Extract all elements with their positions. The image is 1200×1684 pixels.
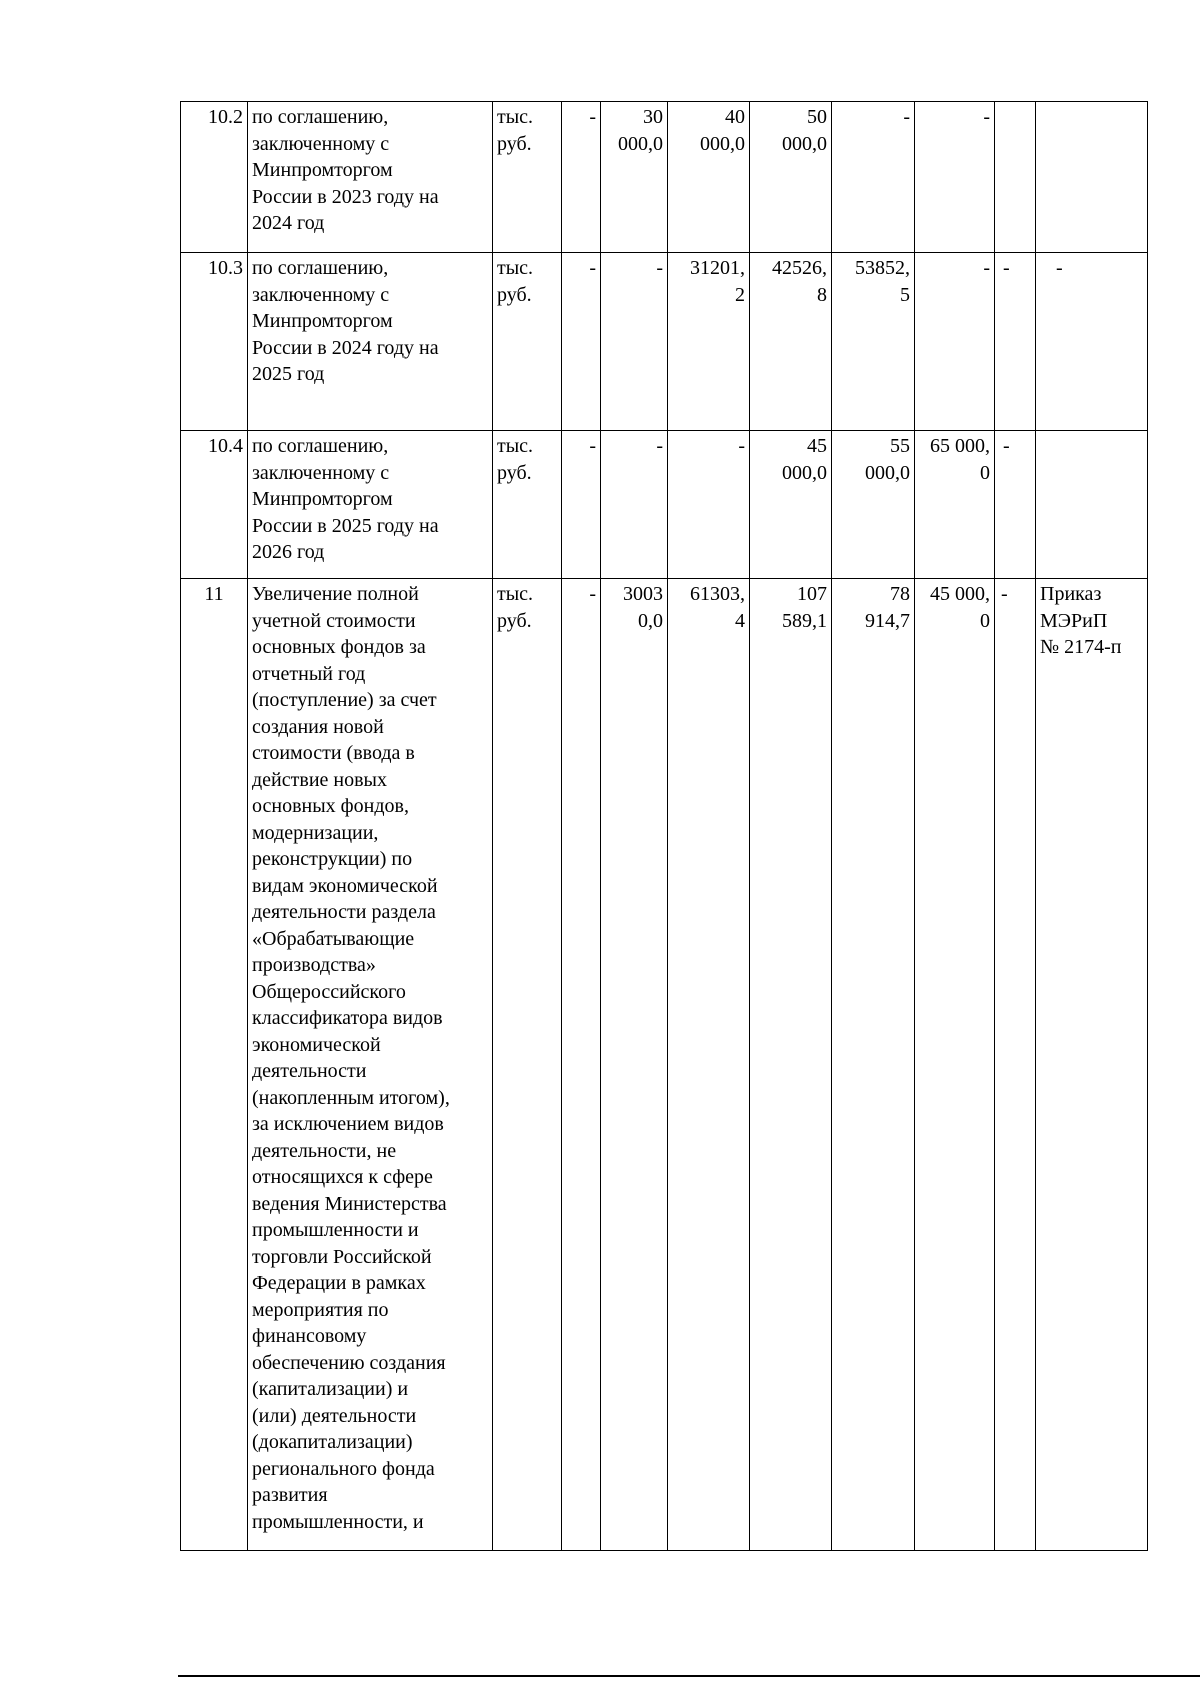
value-cell: - (915, 253, 995, 431)
table-row (181, 579, 1148, 1551)
row-number: 10.4 (181, 431, 248, 579)
value-cell: - (668, 431, 750, 579)
value-cell: 107 589,1 (750, 579, 832, 1551)
value-cell: - (601, 431, 668, 579)
row-description: по соглашению, заключенному с Минпромторгом России в 2023 году на 2024 год (248, 102, 493, 253)
row-description: по соглашению, заключенному с Минпромторгом России в 2024 году на 2025 год (248, 253, 493, 431)
row-unit: тыс. руб. (493, 253, 562, 431)
row-description: по соглашению, заключенному с Минпромторгом России в 2025 году на 2026 год (248, 431, 493, 579)
value-cell: - (562, 253, 601, 431)
row-unit: тыс. руб. (493, 431, 562, 579)
value-cell: 55 000,0 (832, 431, 915, 579)
value-cell: - (562, 579, 601, 1551)
value-cell: - (995, 431, 1036, 579)
indicator-table (180, 101, 1148, 1551)
page-footer-rule (178, 1675, 1200, 1677)
value-cell: 40 000,0 (668, 102, 750, 253)
row-unit: тыс. руб. (493, 102, 562, 253)
value-cell: 45 000,0 (750, 431, 832, 579)
value-cell: 42526, 8 (750, 253, 832, 431)
value-cell: 61303, 4 (668, 579, 750, 1551)
table-row (181, 431, 1148, 579)
source-note (1036, 431, 1148, 579)
row-unit: тыс. руб. (493, 579, 562, 1551)
value-cell: - (995, 579, 1036, 1551)
value-cell: 31201, 2 (668, 253, 750, 431)
row-number: 10.3 (181, 253, 248, 431)
row-number: 11 (181, 579, 248, 1551)
value-cell: 3003 0,0 (601, 579, 668, 1551)
source-note: - (1036, 253, 1148, 431)
value-cell: 65 000, 0 (915, 431, 995, 579)
value-cell: - (601, 253, 668, 431)
value-cell: 53852, 5 (832, 253, 915, 431)
value-cell: 45 000, 0 (915, 579, 995, 1551)
table-row (181, 102, 1148, 253)
value-cell: 78 914,7 (832, 579, 915, 1551)
value-cell: - (832, 102, 915, 253)
source-note: Приказ МЭРиП № 2174-п (1036, 579, 1148, 1551)
row-description: Увеличение полной учетной стоимости основных фондов за отчетный год (поступление) за счет создания новой стоимости (ввода в действие новых основных фондов, модернизации, реконструкции) по видам экономической деятельности раздела «Обрабатывающие производства» Общероссийского классификатора видов экономической деятельности (накопленным итогом), за исключением видов деятельности, не относящихся к сфере ведения Министерства промышленности и торговли Российской Федерации в рамках мероприятия по финансовому обеспечению создания (капитализации) и (или) деятельности (докапитализации) регионального фонда развития промышленности, и (248, 579, 493, 1551)
source-note (1036, 102, 1148, 253)
value-cell (995, 102, 1036, 253)
value-cell: - (915, 102, 995, 253)
table-row (181, 253, 1148, 431)
row-number: 10.2 (181, 102, 248, 253)
value-cell: 50 000,0 (750, 102, 832, 253)
value-cell: 30 000,0 (601, 102, 668, 253)
value-cell: - (995, 253, 1036, 431)
value-cell: - (562, 431, 601, 579)
value-cell: - (562, 102, 601, 253)
